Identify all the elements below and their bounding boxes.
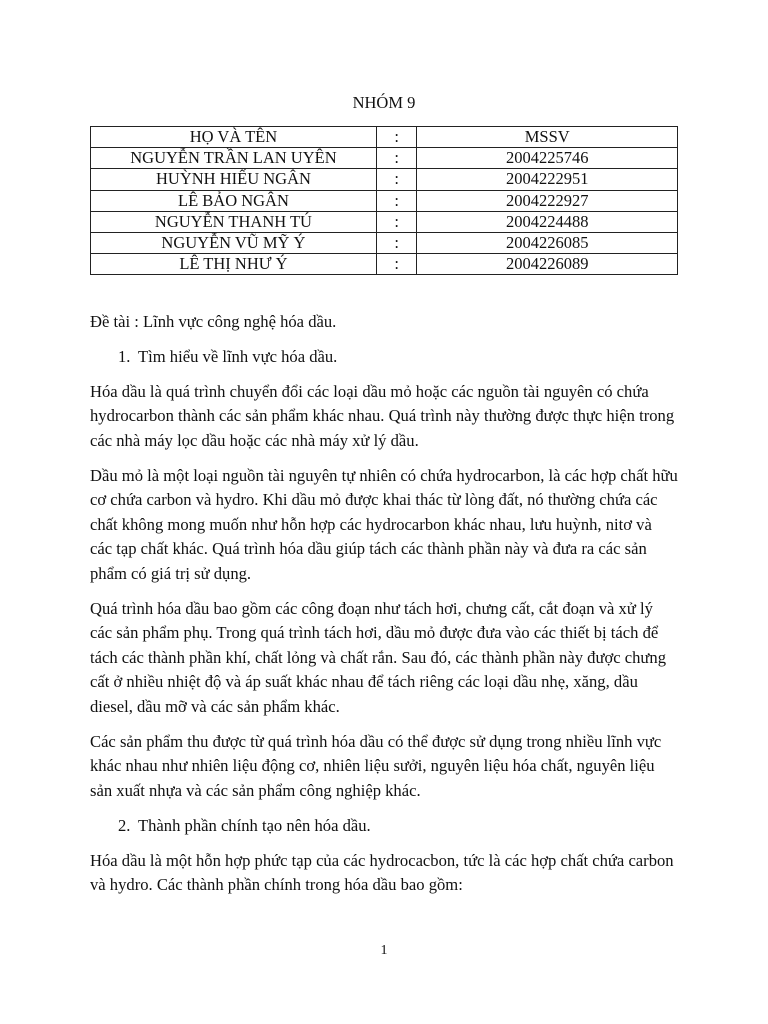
section-heading-2: [90, 814, 678, 839]
page-number: 1: [380, 943, 388, 958]
table-row: [91, 211, 678, 232]
member-separator: :: [376, 254, 417, 275]
section-title: Thành phần chính tạo nên hóa dầu.: [138, 815, 371, 835]
member-student-id: 2004222927: [417, 190, 678, 211]
table-row: [91, 169, 678, 190]
member-student-id: 2004226089: [417, 254, 678, 275]
section-number: 2.: [118, 815, 131, 835]
section-number: 1.: [118, 346, 131, 366]
table-row: [91, 232, 678, 253]
member-name: LÊ BẢO NGÂN: [91, 190, 377, 211]
body-paragraph: Hóa dầu là một hỗn hợp phức tạp của các hydrocacbon, tức là các hợp chất chứa carbon và hydro. Các thành phần chính trong hóa dầu bao gồm:: [90, 850, 674, 895]
header-name: HỌ VÀ TÊN: [91, 127, 377, 148]
table-header-row: [91, 127, 678, 148]
table-row: [91, 254, 678, 275]
body-paragraph: Quá trình hóa dầu bao gồm các công đoạn như tách hơi, chưng cất, cắt đoạn và xử lý các sản phẩm phụ. Trong quá trình tách hơi, dầu mỏ được đưa vào các thiết bị tách để tách các thành phần khí, chất lỏng và chất rắn. Sau đó, các thành phần này được chưng cất ở nhiều nhiệt độ và áp suất khác nhau để tách riêng các loại dầu nhẹ, xăng, dầu diesel, dầu mỡ và các sản phẩm khác.: [90, 598, 666, 717]
body-paragraph: Các sản phẩm thu được từ quá trình hóa dầu có thể được sử dụng trong nhiều lĩnh vực khác nhau như nhiên liệu động cơ, nhiên liệu sưởi, nguyên liệu hóa chất, nguyên liệu sản xuất nhựa và các sản phẩm công nghiệp khác.: [90, 731, 662, 801]
members-table: [90, 126, 678, 275]
member-student-id: 2004225746: [417, 148, 678, 169]
member-separator: :: [376, 148, 417, 169]
header-separator: :: [376, 127, 417, 148]
member-name: HUỲNH HIẾU NGÂN: [91, 169, 377, 190]
member-separator: :: [376, 232, 417, 253]
body-paragraph: Hóa dầu là quá trình chuyển đổi các loại dầu mỏ hoặc các nguồn tài nguyên có chứa hydrocarbon thành các sản phẩm khác nhau. Quá trình này thường được thực hiện trong các nhà máy lọc dầu hoặc các nhà máy xử lý dầu.: [90, 381, 675, 450]
topic-line: Đề tài : Lĩnh vực công nghệ hóa dầu.: [90, 312, 337, 331]
group-title: NHÓM 9: [352, 93, 416, 112]
section-title: Tìm hiểu về lĩnh vực hóa dầu.: [138, 346, 338, 366]
member-student-id: 2004222951: [417, 169, 678, 190]
section-heading-1: [90, 345, 678, 370]
table-row: [91, 190, 678, 211]
member-name: NGUYỄN TRẦN LAN UYÊN: [91, 148, 377, 169]
member-separator: :: [376, 169, 417, 190]
table-row: [91, 148, 678, 169]
body-paragraph: Dầu mỏ là một loại nguồn tài nguyên tự nhiên có chứa hydrocarbon, là các hợp chất hữu cơ chứa carbon và hydro. Khi dầu mỏ được khai thác từ lòng đất, nó thường chứa các chất không mong muốn như hỗn hợp các hydrocarbon khác nhau, lưu huỳnh, nitơ và các tạp chất khác. Quá trình hóa dầu giúp tách các thành phần này và đưa ra các sản phẩm có giá trị sử dụng.: [90, 465, 678, 583]
member-separator: :: [376, 190, 417, 211]
header-student-id: MSSV: [417, 127, 678, 148]
document-body: [90, 310, 678, 908]
member-student-id: 2004224488: [417, 211, 678, 232]
member-name: NGUYỄN VŨ MỸ Ý: [91, 232, 377, 253]
member-name: LÊ THỊ NHƯ Ý: [91, 254, 377, 275]
member-student-id: 2004226085: [417, 232, 678, 253]
member-name: NGUYỄN THANH TÚ: [91, 211, 377, 232]
member-separator: :: [376, 211, 417, 232]
